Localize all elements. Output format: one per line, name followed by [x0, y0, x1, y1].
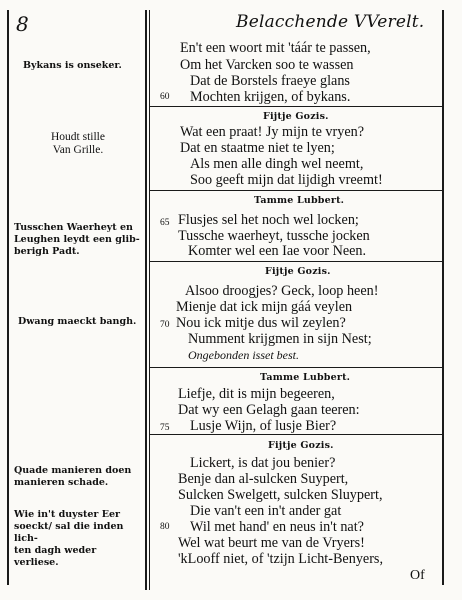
verse-line: Mienje dat ick mijn gáá veylen — [176, 299, 353, 315]
verse-line: Komter wel een Iae voor Neen. — [188, 243, 367, 259]
speaker-name: Tamme Lubbert. — [254, 195, 345, 206]
verse-line: Liefje, dit is mijn begeeren, — [178, 386, 335, 402]
section-rule — [150, 106, 442, 107]
verse-line: Die van't een in't ander gat — [190, 503, 342, 519]
margin-note: Bykans is onseker. — [23, 60, 122, 71]
margin-note-line: Wie in't duyster Eer — [14, 509, 121, 520]
verse-line: Lickert, is dat jou benier? — [190, 455, 336, 471]
section-rule — [150, 367, 442, 368]
section-rule — [150, 190, 442, 191]
margin-note — [14, 465, 144, 489]
margin-note — [28, 131, 128, 157]
verse-line: Ongebonden isset best. — [188, 348, 299, 362]
speaker-name: Fijtje Gozis. — [265, 266, 331, 277]
verse-line: Om het Varcken soo te wassen — [180, 57, 354, 73]
margin-note — [14, 222, 144, 258]
right-border-rule — [442, 10, 444, 585]
verse-line: Benje dan al-sulcken Suypert, — [178, 471, 349, 487]
speaker-name: Tamme Lubbert. — [260, 372, 351, 383]
margin-note-line: manieren schade. — [14, 477, 109, 488]
verse-line: Dat wy een Gelagh gaan teeren: — [178, 402, 360, 418]
catchword: Of — [410, 568, 425, 583]
speaker-name: Fijtje Gozis. — [263, 111, 329, 122]
margin-note-line: Van Grille. — [52, 144, 104, 156]
verse-line: Mochten krijgen, of bykans. — [190, 89, 351, 105]
line-number: 80 — [160, 522, 170, 532]
margin-note-line: Tusschen Waerheyt en — [14, 222, 133, 233]
line-number: 60 — [160, 92, 170, 102]
margin-note-line: berigh Padt. — [14, 246, 80, 257]
section-rule — [150, 261, 442, 262]
verse-line: Dat en staatme niet te lyen; — [180, 140, 335, 156]
speaker-name: Fijtje Gozis. — [268, 440, 334, 451]
column-divider-rule — [145, 10, 147, 590]
line-number: 75 — [160, 423, 170, 433]
margin-note-line: Leughen leydt een glib- — [14, 234, 140, 245]
column-divider-rule-inner — [149, 10, 150, 590]
verse-line: Tussche waerheyt, tussche jocken — [178, 228, 370, 244]
verse-line: Nou ick mitje dus wil zeylen? — [176, 315, 346, 331]
verse-line: Alsoo droogjes? Geck, loop heen! — [185, 283, 379, 299]
verse-line: Als men alle dingh wel neemt, — [190, 156, 364, 172]
verse-line: Wat een praat! Jy mijn te vryen? — [180, 124, 365, 140]
margin-note: Dwang maeckt bangh. — [18, 316, 137, 327]
page-number: 8 — [16, 12, 29, 36]
running-header: Belacchende VVerelt. — [236, 12, 425, 32]
margin-note-line: Quade manieren doen — [14, 465, 132, 476]
margin-note-line: soeckt/ sal die inden lich- — [14, 521, 124, 544]
line-number: 70 — [160, 320, 170, 330]
left-border-rule — [7, 10, 9, 585]
margin-note-line: Houdt stille — [51, 131, 105, 143]
verse-line: Lusje Wijn, of lusje Bier? — [190, 418, 337, 434]
verse-line: 'kLooff niet, of 'tzijn Licht-Benyers, — [178, 551, 383, 567]
margin-note — [14, 509, 144, 569]
verse-line: Wil met hand' en neus in't nat? — [190, 519, 364, 535]
verse-line: Dat de Borstels fraeye glans — [190, 73, 350, 89]
line-number: 65 — [160, 218, 170, 228]
verse-line: Numment krijgmen in sijn Nest; — [188, 331, 372, 347]
margin-note-line: ten dagh weder verliese. — [14, 545, 97, 568]
verse-line: Flusjes sel het noch wel locken; — [178, 212, 359, 228]
verse-line: Sulcken Swelgett, sulcken Sluypert, — [178, 487, 383, 503]
verse-line: Wel wat beurt me van de Vryers! — [178, 535, 365, 551]
verse-line: En't een woort mit 'táár te passen, — [180, 40, 371, 56]
verse-line: Soo geeft mijn dat lijdigh vreemt! — [190, 172, 383, 188]
